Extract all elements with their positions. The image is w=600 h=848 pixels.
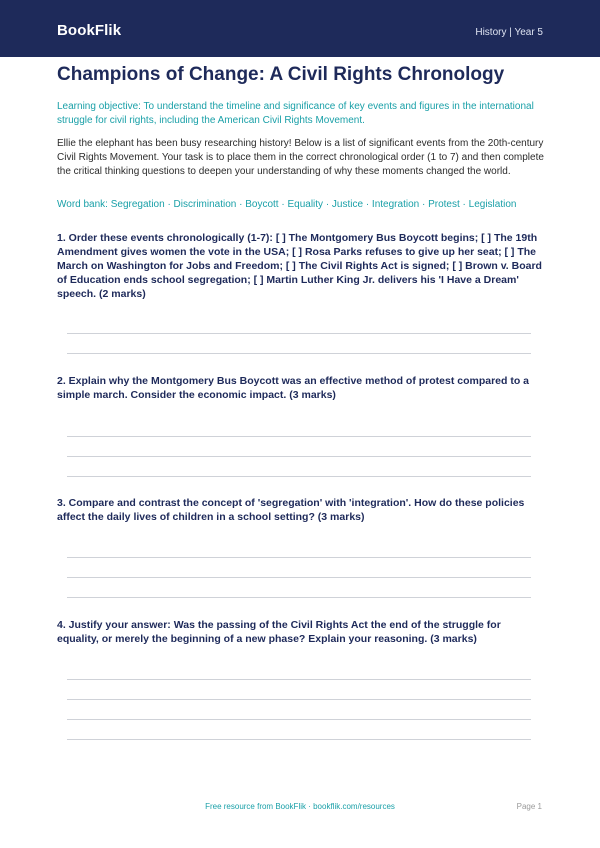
- answer-line[interactable]: [67, 557, 531, 558]
- question-4: 4. Justify your answer: Was the passing of the Civil Rights Act the end of the struggle for equality, or merely the beginning of a new phase? Explain your reasoning. (3 marks): [57, 619, 501, 645]
- question-2: 2. Explain why the Montgomery Bus Boycott was an effective method of protest compared to a simple march. Consider the economic impact. (3 marks): [57, 375, 529, 401]
- answer-line[interactable]: [67, 353, 531, 354]
- word-bank: Word bank: Segregation · Discrimination · Boycott · Equality · Justice · Integration · Protest · Legislation: [57, 199, 517, 210]
- answer-line[interactable]: [67, 719, 531, 720]
- question-3: 3. Compare and contrast the concept of 'segregation' with 'integration'. How do these policies affect the daily lives of children in a school setting? (3 marks): [57, 497, 525, 523]
- answer-line[interactable]: [67, 476, 531, 477]
- subject-year-label: History | Year 5: [475, 27, 543, 38]
- page-header: [0, 0, 600, 57]
- question-1: 1. Order these events chronologically (1-7): [ ] The Montgomery Bus Boycott begins; [ ] The 19th Amendment gives women the vote in the USA; [ ] Rosa Parks refuses to give up her seat; [ ] The March on Washington for Jobs and Freedom; [ ] The Civil Rights Act is signed; [ ] Brown v. Board of Education ends school segregation; [ ] Martin Luther King Jr. delivers his 'I Have a Dream' speech. (2 marks): [57, 232, 542, 300]
- answer-line[interactable]: [67, 577, 531, 578]
- brand-logo: BookFlik: [57, 22, 122, 39]
- answer-line[interactable]: [67, 739, 531, 740]
- page-title: Champions of Change: A Civil Rights Chronology: [57, 64, 505, 85]
- answer-line[interactable]: [67, 597, 531, 598]
- answer-line[interactable]: [67, 333, 531, 334]
- learning-objective: Learning objective: To understand the timeline and significance of key events and figures in the international struggle for civil rights, including the American Civil Rights Movement.: [57, 101, 534, 126]
- footer-resource-link[interactable]: Free resource from BookFlik · bookflik.com/resources: [205, 802, 395, 811]
- answer-line[interactable]: [67, 436, 531, 437]
- answer-line[interactable]: [67, 679, 531, 680]
- intro-paragraph: Ellie the elephant has been busy researching history! Below is a list of significant events from the 20th-century Civil Rights Movement. Your task is to place them in the correct chronological order (1 to 7) and then complete the critical thinking questions to deepen your understanding of why these moments changed the world.: [57, 138, 544, 177]
- answer-line[interactable]: [67, 699, 531, 700]
- answer-line[interactable]: [67, 456, 531, 457]
- page-number: Page 1: [516, 802, 542, 811]
